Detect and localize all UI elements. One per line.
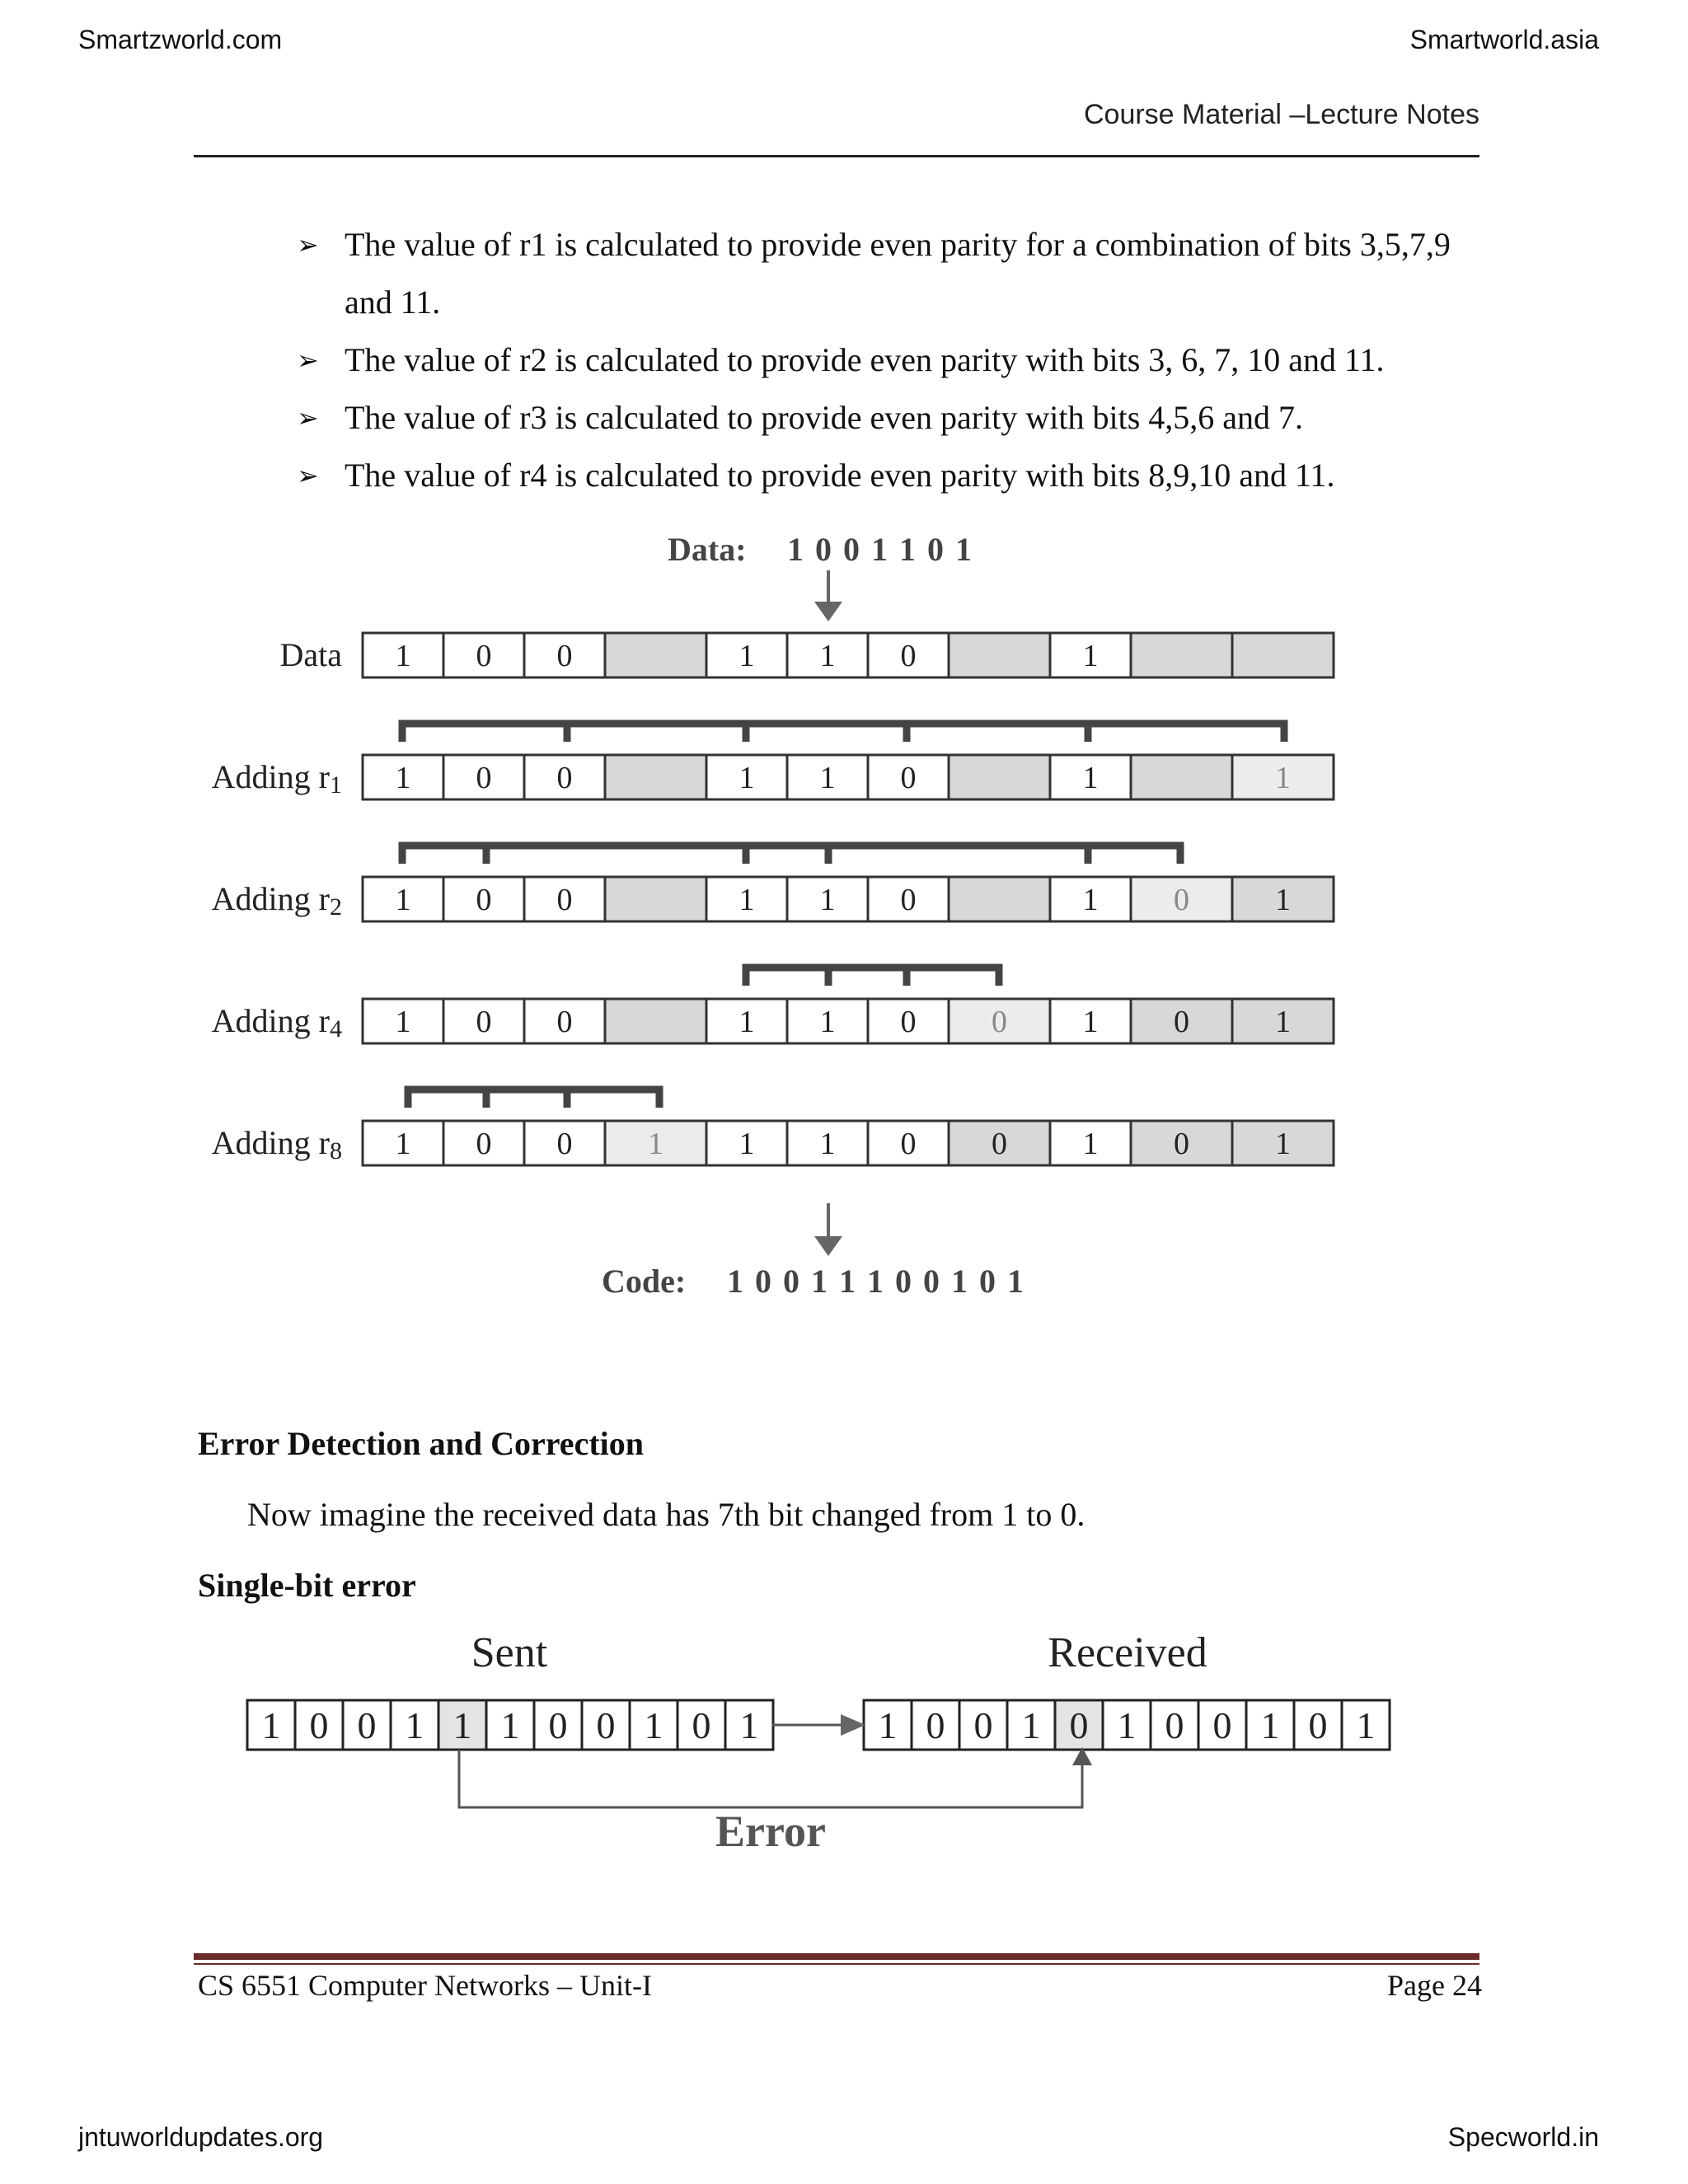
bit-value: 1 <box>452 1704 472 1746</box>
bit-value: 0 <box>476 639 492 673</box>
bit-value: 0 <box>309 1704 329 1746</box>
bit-value: 1 <box>878 1704 898 1746</box>
bit-value: 1 <box>819 639 836 673</box>
bit-value: 1 <box>1275 883 1291 917</box>
bit-cell <box>605 633 706 677</box>
bit-cell <box>949 755 1050 799</box>
right-arrow-icon <box>772 1714 865 1736</box>
watermark-bottom-right: Specworld.in <box>1447 2122 1599 2152</box>
bit-value: 0 <box>1069 1704 1089 1746</box>
bit-value: 1 <box>1082 639 1099 673</box>
bit-value: 0 <box>556 883 573 917</box>
bullet-list <box>297 216 1484 504</box>
bit-cell <box>605 755 706 799</box>
bit-value: 0 <box>926 1704 945 1746</box>
bit-value: 1 <box>819 1127 836 1161</box>
watermark-top-right: Smartworld.asia <box>1409 25 1599 54</box>
footer-rule <box>194 1953 1479 1960</box>
error-arrow <box>459 1747 1092 1807</box>
bit-value: 1 <box>1082 883 1099 917</box>
bullet-item: ➢ The value of r1 is calculated to provide even parity for a combination of bits 3,5,7,9 and 11. <box>297 216 1484 331</box>
bit-value: 0 <box>900 761 917 795</box>
bit-value: 1 <box>395 1127 411 1161</box>
bit-value: 0 <box>900 1127 917 1161</box>
bit-cell <box>1232 633 1334 677</box>
footer-rule-thin <box>194 1963 1479 1965</box>
bullet-item: ➢ The value of r3 is calculated to provide even parity with bits 4,5,6 and 7. <box>297 389 1484 447</box>
bit-value: 0 <box>1174 883 1189 917</box>
bit-value: 0 <box>476 761 492 795</box>
footer-course: CS 6551 Computer Networks – Unit-I <box>198 1969 652 2002</box>
bit-value: 1 <box>739 1704 759 1746</box>
bit-value: 0 <box>1165 1704 1184 1746</box>
bit-value: 1 <box>1275 761 1291 795</box>
error-label: Error <box>715 1807 826 1856</box>
bit-cell <box>1131 633 1232 677</box>
bit-value: 1 <box>738 639 755 673</box>
bit-value: 1 <box>1275 1005 1291 1039</box>
bit-cell <box>949 633 1050 677</box>
bit-value: 1 <box>738 883 755 917</box>
row-label: Data <box>279 636 342 673</box>
bit-cell <box>1131 755 1232 799</box>
bit-value: 0 <box>1308 1704 1328 1746</box>
bit-value: 0 <box>596 1704 616 1746</box>
bit-value: 1 <box>395 1005 411 1039</box>
bit-value: 1 <box>819 761 836 795</box>
bit-value: 1 <box>1021 1704 1041 1746</box>
code-label: Code: <box>602 1263 687 1300</box>
bit-value: 1 <box>1356 1704 1376 1746</box>
bit-value: 1 <box>1082 761 1099 795</box>
sent-label: Sent <box>471 1632 548 1676</box>
down-arrow-icon <box>814 1203 842 1256</box>
bit-value: 0 <box>1174 1005 1189 1039</box>
bit-value: 0 <box>1174 1127 1189 1161</box>
bit-value: 0 <box>992 1005 1007 1039</box>
bit-cell <box>605 877 706 921</box>
section-text: Now imagine the received data has 7th bit changed from 1 to 0. <box>247 1496 1085 1533</box>
bullet-arrow-icon: ➢ <box>297 344 319 376</box>
code-bits: 1 0 0 1 1 1 0 0 1 0 1 <box>727 1263 1025 1300</box>
bullet-arrow-icon: ➢ <box>297 229 319 260</box>
watermark-top-left: Smartzworld.com <box>78 25 283 54</box>
row-label: Adding r8 <box>211 1124 342 1165</box>
bullet-item: ➢ The value of r2 is calculated to provide even parity with bits 3, 6, 7, 10 and 11. <box>297 331 1484 389</box>
bit-value: 0 <box>548 1704 568 1746</box>
section-heading: Error Detection and Correction <box>198 1425 644 1462</box>
bit-cell <box>949 877 1050 921</box>
bullet-arrow-icon: ➢ <box>297 460 319 491</box>
bit-value: 1 <box>395 883 411 917</box>
bit-value: 1 <box>1260 1704 1280 1746</box>
bit-value: 1 <box>819 883 836 917</box>
bit-value: 1 <box>500 1704 520 1746</box>
bit-value: 0 <box>476 883 492 917</box>
bit-value: 0 <box>973 1704 993 1746</box>
bit-value: 0 <box>556 1005 573 1039</box>
data-bits: 1 0 0 1 1 0 1 <box>787 531 973 568</box>
header-rule <box>194 155 1479 157</box>
header-title: Course Material –Lecture Notes <box>1083 99 1479 130</box>
bit-value: 0 <box>556 639 573 673</box>
bit-value: 0 <box>900 1005 917 1039</box>
received-bits <box>864 1700 1390 1750</box>
bit-value: 0 <box>692 1704 711 1746</box>
row-label: Adding r1 <box>211 758 342 799</box>
bullet-item: ➢ The value of r4 is calculated to provide even parity with bits 8,9,10 and 11. <box>297 447 1484 504</box>
bit-value: 1 <box>395 639 411 673</box>
bit-value: 0 <box>900 639 917 673</box>
bit-value: 1 <box>819 1005 836 1039</box>
bit-value: 1 <box>738 1005 755 1039</box>
bit-value: 1 <box>395 761 411 795</box>
footer-page-number: Page 24 <box>1387 1969 1482 2002</box>
bit-value: 1 <box>1117 1704 1137 1746</box>
bullet-arrow-icon: ➢ <box>297 402 319 434</box>
section-subheading: Single-bit error <box>198 1567 416 1604</box>
bit-value: 1 <box>1275 1127 1291 1161</box>
bit-value: 1 <box>648 1127 663 1161</box>
bit-value: 0 <box>476 1005 492 1039</box>
bit-value: 1 <box>738 1127 755 1161</box>
received-label: Received <box>1048 1632 1207 1676</box>
bit-value: 0 <box>476 1127 492 1161</box>
bit-value: 1 <box>1082 1005 1099 1039</box>
bit-value: 1 <box>738 761 755 795</box>
bit-value: 0 <box>556 1127 573 1161</box>
down-arrow-icon <box>814 570 842 621</box>
bit-value: 0 <box>1212 1704 1232 1746</box>
single-bit-error-diagram <box>0 1632 1688 1863</box>
bit-value: 1 <box>261 1704 281 1746</box>
bit-rows <box>212 633 1334 1165</box>
watermark-bottom-left: jntuworldupdates.org <box>78 2122 324 2152</box>
bit-value: 1 <box>405 1704 424 1746</box>
bit-value: 0 <box>556 761 573 795</box>
row-label: Adding r2 <box>211 880 342 921</box>
bit-value: 1 <box>644 1704 663 1746</box>
sent-bits <box>247 1700 773 1750</box>
bit-value: 0 <box>900 883 917 917</box>
hamming-code-diagram <box>0 519 1688 1310</box>
bit-cell <box>605 999 706 1043</box>
data-label: Data: <box>668 531 747 568</box>
bit-value: 0 <box>992 1127 1007 1161</box>
bit-value: 0 <box>357 1704 377 1746</box>
row-label: Adding r4 <box>211 1002 342 1043</box>
bit-value: 1 <box>1082 1127 1099 1161</box>
